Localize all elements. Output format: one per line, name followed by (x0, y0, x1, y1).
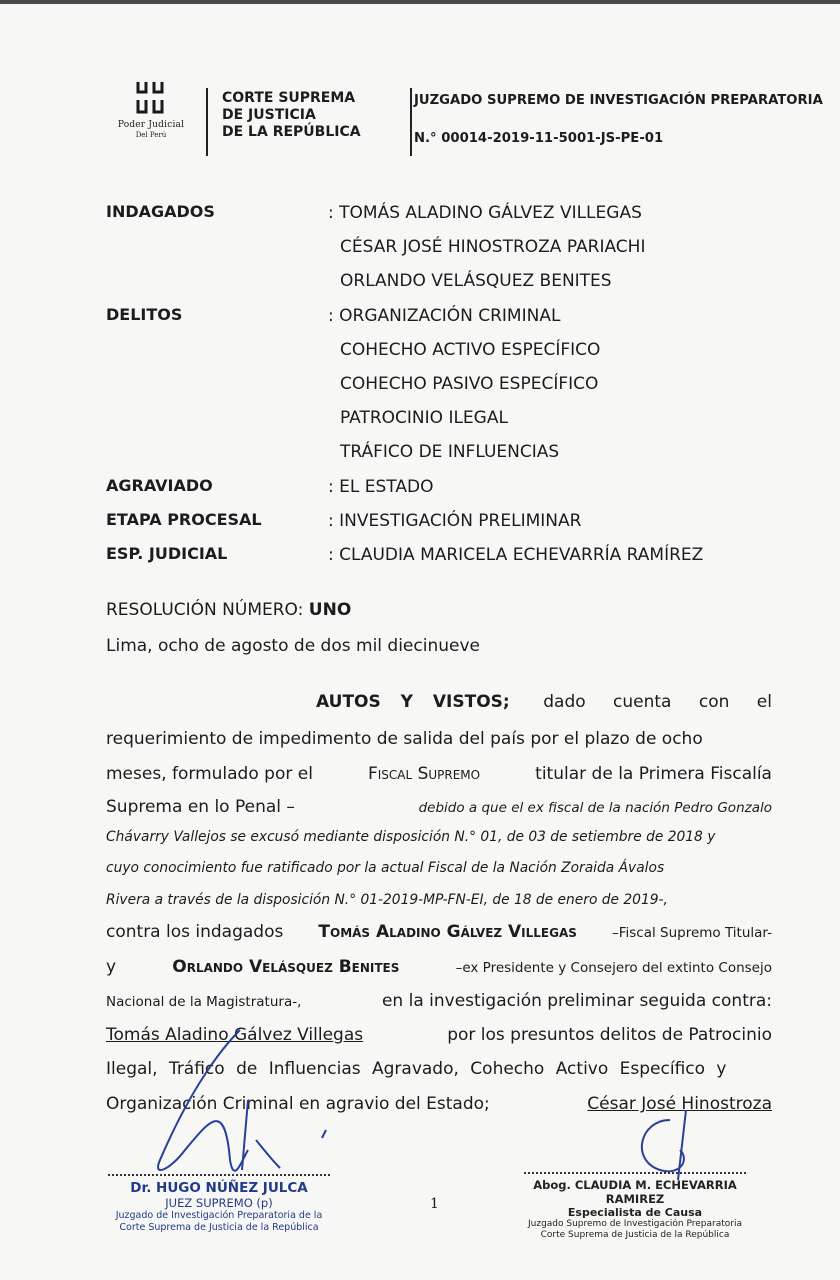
logo-line2: Del Perú (135, 131, 167, 139)
top-border (0, 0, 840, 4)
body-line-7 (106, 892, 772, 908)
body-line-9 (106, 957, 772, 977)
body-text: Ilegal, Tráfico de Influencias Agravado, Cohecho Activo Específico y (106, 1059, 727, 1079)
body-line-3 (106, 764, 772, 784)
autos-y-vistos: AUTOS Y VISTOS; (316, 692, 510, 712)
body-line-2 (106, 729, 772, 749)
signature-line (524, 1172, 746, 1174)
judge-signature-block (104, 1174, 334, 1234)
indagado-name-underlined: César José Hinostroza (587, 1094, 772, 1114)
specialist-org-line2: Corte Suprema de Justicia de la República (540, 1230, 730, 1240)
body-text: y (106, 957, 117, 977)
logo-line1: Poder Judicial (117, 120, 185, 130)
signature-line (108, 1174, 330, 1176)
specialist-org-line1: Juzgado Supremo de Investigación Preparatoria (528, 1219, 742, 1229)
body-text: contra los indagados (106, 922, 284, 942)
body-text-italic: debido a que el ex fiscal de la nación Pedro Gonzalo (418, 800, 772, 816)
indagado-3: ORLANDO VELÁSQUEZ BENITES (340, 271, 612, 291)
judge-org-line1: Juzgado de Investigación Preparatoria de la (115, 1210, 323, 1221)
delito-1: : ORGANIZACIÓN CRIMINAL (328, 306, 561, 326)
body-text: dado cuenta con el (543, 692, 772, 712)
body-line-12 (106, 1059, 772, 1079)
agraviado-label: AGRAVIADO (106, 476, 213, 495)
body-line-11 (106, 1025, 772, 1045)
specialist-role: Especialista de Causa (567, 1206, 703, 1219)
resolucion-number (106, 600, 351, 620)
delito-5: TRÁFICO DE INFLUENCIAS (340, 442, 560, 462)
body-text: Organización Criminal en agravio del Estado; (106, 1094, 490, 1114)
resolucion-date: Lima, ocho de agosto de dos mil diecinueve (106, 636, 480, 656)
body-line-4 (106, 797, 772, 817)
indagado-name: Orlando Velásquez Benites (172, 957, 400, 977)
indagado-name: Tomás Aladino Gálvez Villegas (318, 922, 577, 942)
body-text: en la investigación preliminar seguida contra: (381, 991, 772, 1011)
etapa-label: ETAPA PROCESAL (106, 510, 262, 529)
esp-judicial-label: ESP. JUDICIAL (106, 544, 228, 563)
page-number: 1 (430, 1196, 439, 1212)
judge-role: JUEZ SUPREMO (p) (165, 1196, 273, 1210)
expediente-number: N.° 00014-2019-11-5001-JS-PE-01 (414, 131, 664, 146)
body-text: meses, formulado por el (106, 764, 313, 784)
resolucion-label: RESOLUCIÓN NÚMERO: (106, 600, 304, 620)
body-text: requerimiento de impedimento de salida del país por el plazo de ocho (106, 729, 703, 749)
juzgado-title: JUZGADO SUPREMO DE INVESTIGACIÓN PREPARATORIA (414, 93, 823, 108)
court-name (222, 90, 361, 141)
specialist-signature-block (522, 1172, 748, 1241)
body-line-10 (106, 991, 772, 1011)
court-line2: DE JUSTICIA (222, 107, 316, 123)
poder-judicial-logo (108, 80, 194, 139)
body-line-1 (316, 692, 772, 712)
delito-4: PATROCINIO ILEGAL (340, 408, 508, 428)
body-line-8 (106, 922, 772, 942)
body-text-italic: Chávarry Vallejos se excusó mediante disposición N.° 01, de 03 de setiembre de 2018 y (106, 829, 716, 845)
indagado-1: : TOMÁS ALADINO GÁLVEZ VILLEGAS (328, 203, 642, 223)
etapa-value: : INVESTIGACIÓN PRELIMINAR (328, 511, 582, 531)
indagado-name-underlined: Tomás Aladino Gálvez Villegas (106, 1025, 364, 1045)
pj-emblem-icon (134, 80, 168, 116)
indagados-label: INDAGADOS (106, 202, 215, 221)
delitos-label: DELITOS (106, 305, 183, 324)
judge-org-line2: Corte Suprema de Justicia de la República (119, 1222, 319, 1233)
court-line1: CORTE SUPREMA (222, 90, 356, 106)
fiscal-supremo: Fiscal Supremo (367, 764, 481, 784)
indagado-2: CÉSAR JOSÉ HINOSTROZA PARIACHI (340, 237, 646, 257)
delito-3: COHECHO PASIVO ESPECÍFICO (340, 374, 599, 394)
body-text: Suprema en lo Penal – (106, 797, 295, 817)
body-text: titular de la Primera Fiscalía (535, 764, 772, 784)
esp-judicial-value: : CLAUDIA MARICELA ECHEVARRÍA RAMÍREZ (328, 545, 704, 565)
header-divider (410, 88, 412, 156)
body-text: Nacional de la Magistratura-, (106, 994, 302, 1010)
agraviado-value: : EL ESTADO (328, 477, 434, 497)
resolucion-value: UNO (308, 600, 352, 620)
body-text: por los presuntos delitos de Patrocinio (447, 1025, 772, 1045)
header-divider (206, 88, 208, 156)
judge-name: Dr. HUGO NÚÑEZ JULCA (130, 1180, 308, 1196)
delito-2: COHECHO ACTIVO ESPECÍFICO (340, 340, 601, 360)
body-text: –ex Presidente y Consejero del extinto Consejo (455, 960, 772, 976)
body-line-13 (106, 1094, 772, 1114)
body-text-italic: Rivera a través de la disposición N.° 01-2019-MP-FN-EI, de 18 de enero de 2019-, (106, 892, 668, 908)
specialist-name: Abog. CLAUDIA M. ECHEVARRIA RAMIREZ (533, 1178, 737, 1206)
body-line-6 (106, 860, 772, 876)
body-text-italic: cuyo conocimiento fue ratificado por la actual Fiscal de la Nación Zoraida Ávalos (106, 860, 665, 876)
court-line3: DE LA REPÚBLICA (222, 124, 361, 140)
body-line-5 (106, 829, 772, 845)
body-text: –Fiscal Supremo Titular- (611, 925, 772, 941)
